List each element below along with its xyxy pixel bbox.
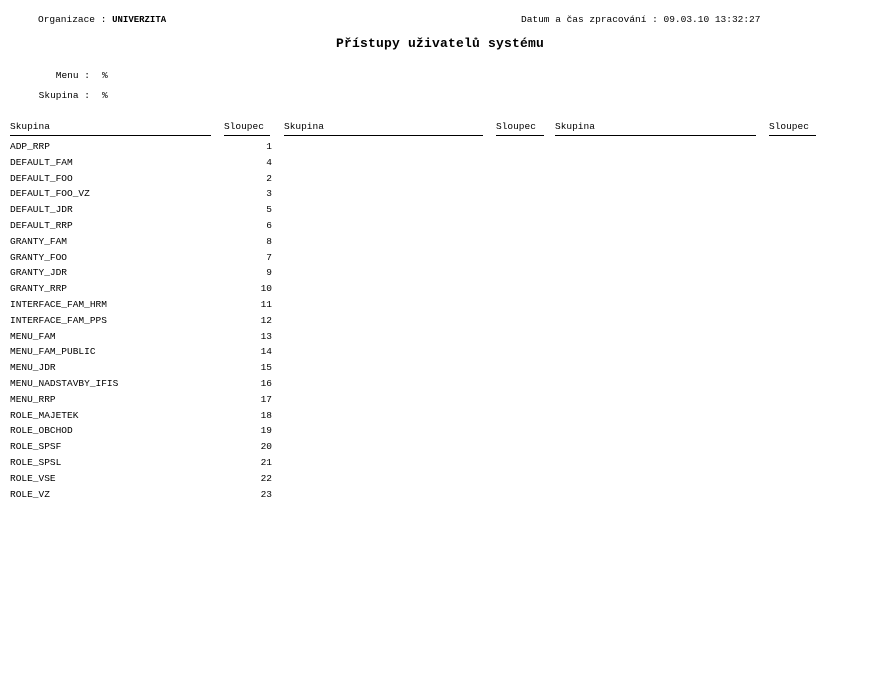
header-underline — [769, 135, 816, 136]
column-number: 3 — [266, 188, 272, 200]
group-name: INTERFACE_FAM_PPS — [10, 314, 107, 326]
table-row — [10, 265, 272, 281]
header-underline — [555, 135, 756, 136]
table-row — [10, 344, 272, 360]
table-row — [10, 439, 272, 455]
table-row — [10, 313, 272, 329]
table-row — [10, 471, 272, 487]
table-row — [10, 218, 272, 234]
group-name: MENU_JDR — [10, 362, 56, 374]
column-number: 12 — [260, 314, 272, 326]
column-header-sloupec-1: Sloupec — [224, 121, 264, 132]
group-name: MENU_NADSTAVBY_IFIS — [10, 377, 119, 389]
column-number: 15 — [260, 362, 272, 374]
group-table — [10, 139, 272, 502]
table-row — [10, 423, 272, 439]
column-number: 8 — [266, 235, 272, 247]
column-number: 20 — [260, 441, 272, 453]
column-number: 1 — [266, 141, 272, 152]
column-number: 23 — [260, 488, 272, 500]
table-row — [10, 392, 272, 408]
group-name: DEFAULT_FOO_VZ — [10, 188, 90, 200]
param-menu-value: % — [102, 70, 108, 81]
table-row — [10, 297, 272, 313]
group-name: MENU_FAM — [10, 330, 56, 342]
group-name: GRANTY_FAM — [10, 235, 68, 247]
report-title: Přístupy uživatelů systému — [335, 36, 545, 51]
group-name: GRANTY_FOO — [10, 251, 68, 263]
table-row — [10, 186, 272, 202]
column-header-skupina-3: Skupina — [555, 121, 595, 132]
group-name: ROLE_SPSL — [10, 456, 62, 468]
header-underline — [10, 135, 211, 136]
group-name: ROLE_OBCHOD — [10, 425, 73, 437]
table-row — [10, 171, 272, 187]
column-header-sloupec-3: Sloupec — [769, 121, 809, 132]
group-name: MENU_FAM_PUBLIC — [10, 346, 96, 358]
group-name: ROLE_VZ — [10, 488, 50, 500]
column-number: 13 — [260, 330, 272, 342]
column-number: 16 — [260, 377, 272, 389]
header-underline — [224, 135, 270, 136]
datetime-label: Datum a čas zpracování — [521, 14, 647, 25]
group-name: ROLE_VSE — [10, 472, 56, 484]
group-name: ADP_RRP — [10, 141, 50, 152]
header-underline — [496, 135, 544, 136]
group-name: ROLE_MAJETEK — [10, 409, 79, 421]
column-number: 9 — [266, 267, 272, 279]
org-separator: : — [100, 14, 107, 25]
group-name: MENU_RRP — [10, 393, 56, 405]
group-name: DEFAULT_FOO — [10, 172, 73, 184]
group-name: DEFAULT_FAM — [10, 156, 73, 168]
datetime-separator: : — [652, 14, 658, 25]
group-name: GRANTY_RRP — [10, 283, 68, 295]
param-menu-label: Menu : — [55, 70, 90, 81]
group-name: ROLE_SPSF — [10, 441, 62, 453]
column-header-skupina-1: Skupina — [10, 121, 50, 132]
org-value: UNIVERZITA — [112, 15, 167, 25]
column-number: 4 — [266, 156, 272, 168]
table-row — [10, 487, 272, 503]
datetime-value: 09.03.10 13:32:27 — [663, 14, 761, 25]
header-underline — [284, 135, 483, 136]
param-skupina-value: % — [102, 90, 108, 101]
column-number: 22 — [260, 472, 272, 484]
column-number: 2 — [266, 172, 272, 184]
column-number: 5 — [266, 204, 272, 216]
group-name: INTERFACE_FAM_HRM — [10, 298, 107, 310]
param-skupina-label: Skupina : — [38, 90, 90, 101]
column-number: 19 — [260, 425, 272, 437]
table-row — [10, 155, 272, 171]
table-row — [10, 202, 272, 218]
column-header-skupina-2: Skupina — [284, 121, 324, 132]
group-name: GRANTY_JDR — [10, 267, 68, 279]
table-row — [10, 360, 272, 376]
column-number: 7 — [266, 251, 272, 263]
group-name: DEFAULT_RRP — [10, 219, 73, 231]
column-number: 11 — [260, 298, 272, 310]
table-row — [10, 329, 272, 345]
table-row — [10, 139, 272, 155]
column-number: 21 — [260, 456, 272, 468]
group-name: DEFAULT_JDR — [10, 204, 73, 216]
table-row — [10, 408, 272, 424]
column-number: 14 — [260, 346, 272, 358]
column-number: 6 — [266, 219, 272, 231]
column-header-sloupec-2: Sloupec — [496, 121, 536, 132]
column-number: 17 — [260, 393, 272, 405]
organization-header — [38, 14, 166, 25]
processing-datetime — [521, 14, 760, 25]
column-number: 10 — [260, 283, 272, 295]
table-row — [10, 455, 272, 471]
table-row — [10, 281, 272, 297]
table-row — [10, 250, 272, 266]
column-number: 18 — [260, 409, 272, 421]
table-row — [10, 234, 272, 250]
table-row — [10, 376, 272, 392]
org-label: Organizace — [38, 14, 96, 25]
